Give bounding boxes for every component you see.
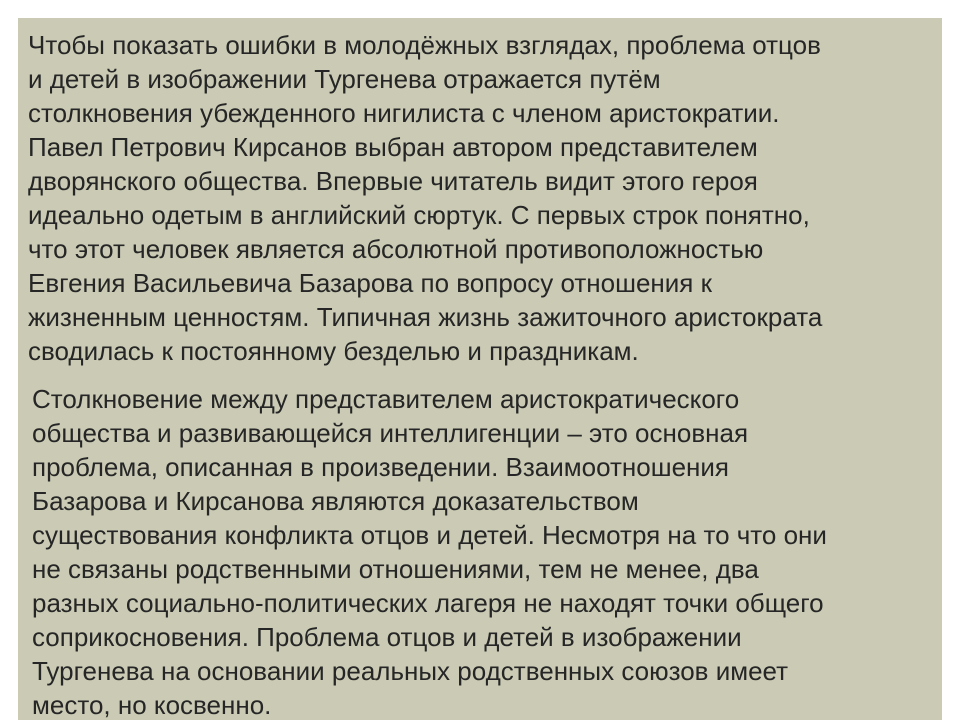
paragraph-1-line: идеально одетым в английский сюртук. С первых строк понятно,	[28, 200, 810, 230]
paragraph-1-line: столкновения убежденного нигилиста с членом аристократии.	[28, 98, 780, 128]
paragraph-2-line: Базарова и Кирсанова являются доказательством	[32, 486, 639, 516]
paragraph-1-line: сводилась к постоянному безделью и праздникам.	[28, 336, 639, 366]
paragraph-2-line: общества и развивающейся интеллигенции – это основная	[32, 418, 749, 448]
paragraph-2-line: соприкосновения. Проблема отцов и детей в изображении	[32, 622, 742, 652]
paragraph-1-line: Чтобы показать ошибки в молодёжных взглядах, проблема отцов	[28, 30, 821, 60]
paragraph-2-line: Тургенева на основании реальных родственных союзов имеет	[32, 656, 789, 686]
paragraph-1-line: и детей в изображении Тургенева отражается путём	[28, 64, 661, 94]
paragraph-1-line: Евгения Васильевича Базарова по вопросу отношения к	[28, 268, 712, 298]
paragraph-2-line: Столкновение между представителем аристократического	[32, 384, 740, 414]
paragraph-2-line: существования конфликта отцов и детей. Несмотря на то что они	[32, 520, 827, 550]
paragraph-1-line: дворянского общества. Впервые читатель видит этого героя	[28, 166, 758, 196]
paragraph-2	[32, 382, 827, 720]
paragraph-2-line: не связаны родственными отношениями, тем не менее, два	[32, 554, 759, 584]
slide-panel	[18, 18, 942, 720]
paragraph-2-line: место, но косвенно.	[32, 690, 272, 720]
paragraph-1-line: жизненным ценностям. Типичная жизнь зажиточного аристократа	[28, 302, 823, 332]
paragraph-1-line: что этот человек является абсолютной противоположностью	[28, 234, 764, 264]
paragraph-2-line: проблема, описанная в произведении. Взаимоотношения	[32, 452, 729, 482]
paragraph-2-line: разных социально-политических лагеря не находят точки общего	[32, 588, 824, 618]
paragraph-1	[28, 28, 822, 368]
paragraph-1-line: Павел Петрович Кирсанов выбран автором представителем	[28, 132, 758, 162]
